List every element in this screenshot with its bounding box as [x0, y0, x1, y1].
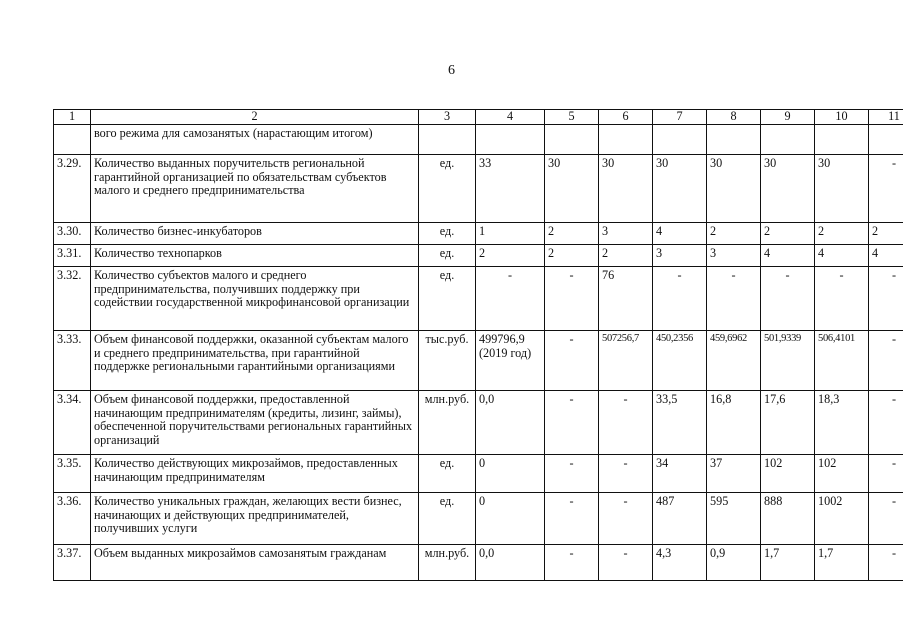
value-cell: -: [869, 266, 903, 330]
value-cell: -: [599, 454, 653, 492]
value-cell: [869, 124, 903, 154]
value-cell: 16,8: [707, 390, 761, 454]
value-cell: [545, 124, 599, 154]
table-row: [54, 124, 903, 154]
value-cell: -: [476, 266, 545, 330]
value-cell: 30: [761, 154, 815, 222]
header-cell: 4: [476, 110, 545, 125]
value-cell: 2: [707, 222, 761, 244]
value-cell: 30: [815, 154, 869, 222]
header-cell: 3: [419, 110, 476, 125]
header-cell: 5: [545, 110, 599, 125]
value-cell: -: [545, 330, 599, 390]
value-cell: -: [599, 390, 653, 454]
value-cell: [476, 124, 545, 154]
table-row: [54, 266, 903, 330]
value-cell: 3: [599, 222, 653, 244]
header-cell: 8: [707, 110, 761, 125]
value-cell: [815, 124, 869, 154]
value-cell: -: [653, 266, 707, 330]
row-number: 3.33.: [54, 330, 91, 390]
value-cell: 487: [653, 492, 707, 544]
unit-cell: [419, 124, 476, 154]
indicator-name: Количество уникальных граждан, желающих вести бизнес, начинающих и действующих предпринимателей, получивших услуги: [91, 492, 419, 544]
value-cell: -: [869, 454, 903, 492]
value-cell: 30: [545, 154, 599, 222]
row-number: 3.37.: [54, 544, 91, 580]
table-row: [54, 154, 903, 222]
header-cell: 9: [761, 110, 815, 125]
indicator-name: Объем выданных микрозаймов самозанятым гражданам: [91, 544, 419, 580]
value-cell: 33: [476, 154, 545, 222]
value-cell: 0: [476, 454, 545, 492]
header-cell: 7: [653, 110, 707, 125]
value-cell: 102: [815, 454, 869, 492]
value-cell: -: [545, 390, 599, 454]
row-number: 3.35.: [54, 454, 91, 492]
indicator-name: Количество технопарков: [91, 244, 419, 266]
unit-cell: ед.: [419, 244, 476, 266]
value-cell: 30: [653, 154, 707, 222]
value-cell: 102: [761, 454, 815, 492]
value-cell: 0,0: [476, 544, 545, 580]
indicator-name: вого режима для самозанятых (нарастающим итогом): [91, 124, 419, 154]
row-number: 3.32.: [54, 266, 91, 330]
value-cell: 17,6: [761, 390, 815, 454]
unit-cell: ед.: [419, 266, 476, 330]
value-cell: -: [599, 492, 653, 544]
value-cell: 1,7: [761, 544, 815, 580]
value-cell: 507256,7: [599, 330, 653, 390]
page-number: 6: [448, 63, 455, 78]
value-cell: 76: [599, 266, 653, 330]
value-cell: -: [869, 544, 903, 580]
value-cell: [707, 124, 761, 154]
row-number: 3.34.: [54, 390, 91, 454]
value-cell: 2: [761, 222, 815, 244]
unit-cell: тыс.руб.: [419, 330, 476, 390]
value-cell: -: [545, 544, 599, 580]
indicator-name: Объем финансовой поддержки, предоставленной начинающим предпринимателям (кредиты, лизинг, займы), обеспеченной поручительствами региональных гарантийных организаций: [91, 390, 419, 454]
value-cell: 2: [869, 222, 903, 244]
value-cell: -: [761, 266, 815, 330]
value-cell: 18,3: [815, 390, 869, 454]
table-row: [54, 390, 903, 454]
header-cell: 1: [54, 110, 91, 125]
indicator-name: Количество действующих микрозаймов, предоставленных начинающим предпринимателям: [91, 454, 419, 492]
value-cell: 595: [707, 492, 761, 544]
unit-cell: млн.руб.: [419, 390, 476, 454]
value-cell: 33,5: [653, 390, 707, 454]
indicator-name: Объем финансовой поддержки, оказанной субъектам малого и среднего предпринимательства, при гарантийной поддержке региональными гарантийными организациями: [91, 330, 419, 390]
value-cell: -: [869, 154, 903, 222]
value-cell: 2: [599, 244, 653, 266]
value-cell: 1: [476, 222, 545, 244]
value-cell: 499796,9 (2019 год): [476, 330, 545, 390]
indicators-table: [53, 109, 903, 581]
value-cell: -: [869, 390, 903, 454]
unit-cell: ед.: [419, 154, 476, 222]
unit-cell: ед.: [419, 454, 476, 492]
table-row: [54, 492, 903, 544]
value-cell: -: [869, 330, 903, 390]
value-cell: 0,0: [476, 390, 545, 454]
value-cell: 4: [761, 244, 815, 266]
value-cell: 2: [545, 222, 599, 244]
value-cell: -: [707, 266, 761, 330]
value-cell: [653, 124, 707, 154]
value-cell: 4: [815, 244, 869, 266]
value-cell: 3: [707, 244, 761, 266]
value-cell: [761, 124, 815, 154]
value-cell: [599, 124, 653, 154]
indicator-name: Количество выданных поручительств региональной гарантийной организацией по обязательствам субъектов малого и среднего предпринимательства: [91, 154, 419, 222]
row-number: 3.30.: [54, 222, 91, 244]
value-cell: 888: [761, 492, 815, 544]
value-cell: 1002: [815, 492, 869, 544]
value-cell: 0,9: [707, 544, 761, 580]
value-cell: 459,6962: [707, 330, 761, 390]
value-cell: 2: [476, 244, 545, 266]
value-cell: 30: [707, 154, 761, 222]
table-header-row: [54, 110, 903, 125]
row-number: [54, 124, 91, 154]
value-cell: 30: [599, 154, 653, 222]
value-cell: 34: [653, 454, 707, 492]
value-cell: 4: [869, 244, 903, 266]
header-cell: 2: [91, 110, 419, 125]
value-cell: -: [545, 266, 599, 330]
row-number: 3.31.: [54, 244, 91, 266]
table-row: [54, 454, 903, 492]
value-cell: 4: [653, 222, 707, 244]
value-cell: 2: [545, 244, 599, 266]
value-cell: 3: [653, 244, 707, 266]
value-cell: 506,4101: [815, 330, 869, 390]
value-cell: -: [545, 454, 599, 492]
value-cell: 501,9339: [761, 330, 815, 390]
unit-cell: млн.руб.: [419, 544, 476, 580]
value-cell: 1,7: [815, 544, 869, 580]
table-row: [54, 222, 903, 244]
table-row: [54, 330, 903, 390]
header-cell: 11: [869, 110, 903, 125]
header-cell: 6: [599, 110, 653, 125]
table-row: [54, 544, 903, 580]
unit-cell: ед.: [419, 222, 476, 244]
value-cell: 4,3: [653, 544, 707, 580]
value-cell: -: [599, 544, 653, 580]
indicator-name: Количество бизнес-инкубаторов: [91, 222, 419, 244]
value-cell: -: [545, 492, 599, 544]
row-number: 3.36.: [54, 492, 91, 544]
value-cell: 37: [707, 454, 761, 492]
value-cell: -: [815, 266, 869, 330]
value-cell: -: [869, 492, 903, 544]
value-cell: 0: [476, 492, 545, 544]
value-cell: 2: [815, 222, 869, 244]
table-row: [54, 244, 903, 266]
unit-cell: ед.: [419, 492, 476, 544]
value-cell: 450,2356: [653, 330, 707, 390]
header-cell: 10: [815, 110, 869, 125]
row-number: 3.29.: [54, 154, 91, 222]
indicator-name: Количество субъектов малого и среднего предпринимательства, получивших поддержку при содействии государственной микрофинансовой организации: [91, 266, 419, 330]
